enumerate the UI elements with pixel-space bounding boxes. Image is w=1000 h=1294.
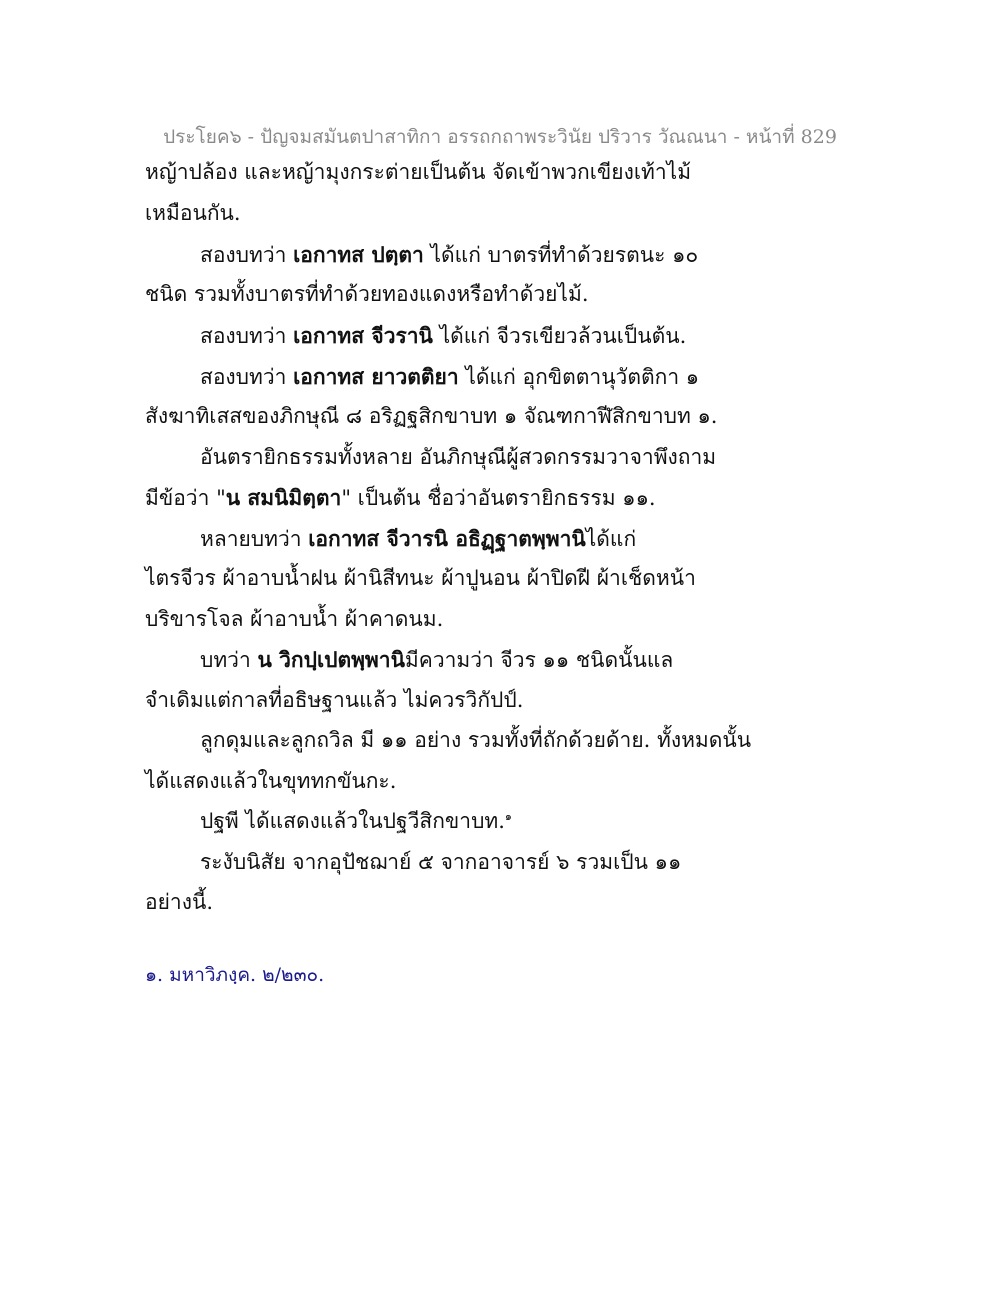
text-line — [145, 487, 656, 509]
text-line — [200, 366, 699, 388]
pali-term: เอกาทส จีวรานิ — [293, 323, 433, 348]
text-line: เหมือนกัน. — [145, 201, 241, 225]
text-line: หญ้าปล้อง และหญ้ามุงกระต่ายเป็นต้น จัดเข้าพวกเขียงเท้าไม้ — [145, 160, 692, 184]
text-span: " เป็นต้น ชื่อว่าอันตรายิกธรรม ๑๑. — [341, 486, 656, 510]
text-span: ได้แก่ จีวรเขียวล้วนเป็นต้น. — [432, 324, 687, 348]
text-line — [200, 325, 686, 347]
text-line — [200, 649, 673, 671]
text-line — [200, 811, 512, 832]
pali-term: เอกาทส จีวารนิ อธิฏฺฐาตพฺพานิ — [308, 526, 586, 551]
text-span: สองบทว่า — [200, 365, 294, 389]
text-line — [200, 528, 636, 550]
text-span: สองบทว่า — [200, 324, 294, 348]
text-line: ลูกดุมและลูกถวิล มี ๑๑ อย่าง รวมทั้งที่ถักด้วยด้าย. ทั้งหมดนั้น — [200, 728, 752, 752]
footnote-marker: ๑ — [504, 810, 512, 823]
text-line: อย่างนี้. — [145, 890, 213, 914]
text-line: ชนิด รวมทั้งบาตรที่ทำด้วยทองแดงหรือทำด้วยไม้. — [145, 282, 589, 306]
text-span: สองบทว่า — [200, 243, 294, 267]
pali-term: น สมนิมิตฺตา — [225, 485, 342, 510]
pali-term: เอกาทส ปตฺตา — [293, 242, 424, 267]
pali-term: น วิกปฺเปตพฺพานิ — [257, 647, 405, 672]
text-span: มีข้อว่า " — [145, 486, 226, 510]
text-span: บทว่า — [200, 648, 258, 672]
text-line: บริขารโจล ผ้าอาบน้ำ ผ้าคาดนม. — [145, 607, 444, 631]
footnote: ๑. มหาวิภงฺค. ๒/๒๓๐. — [145, 964, 325, 986]
text-span: ได้แก่ — [585, 527, 637, 551]
text-line: ได้แสดงแล้วในขุททกขันกะ. — [145, 769, 397, 793]
text-span: ได้แก่ อุกขิตตานุวัตติกา ๑ — [458, 365, 700, 389]
text-span: ได้แก่ บาตรที่ทำด้วยรตนะ ๑๐ — [423, 243, 699, 267]
text-line: อันตรายิกธรรมทั้งหลาย อันภิกษุณีผู้สวดกรรมวาจาพึงถาม — [200, 445, 717, 469]
text-span: มีความว่า จีวร ๑๑ ชนิดนั้นแล — [404, 648, 674, 672]
text-line: ไตรจีวร ผ้าอาบน้ำฝน ผ้านิสีทนะ ผ้าปูนอน ผ้าปิดฝี ผ้าเช็ดหน้า — [145, 566, 696, 590]
pali-term: เอกาทส ยาวตติยา — [293, 364, 459, 389]
page-header: ประโยค๖ - ปัญจมสมันตปาสาทิกา อรรถกถาพระวินัย ปริวาร วัณณนา - หน้าที่ 829 — [163, 126, 837, 148]
text-line: จำเดิมแต่กาลที่อธิษฐานแล้ว ไม่ควรวิกัปป์. — [145, 688, 524, 712]
text-span: ปฐพี ได้แสดงแล้วในปฐวีสิกขาบท. — [200, 809, 505, 833]
text-line — [200, 244, 698, 266]
text-line: ระงับนิสัย จากอุปัชฌาย์ ๕ จากอาจารย์ ๖ รวมเป็น ๑๑ — [200, 850, 682, 874]
text-span: หลายบทว่า — [200, 527, 309, 551]
text-line: สังฆาทิเสสของภิกษุณี ๘ อริฏฐสิกขาบท ๑ จัณฑกาฬีสิกขาบท ๑. — [145, 404, 718, 428]
